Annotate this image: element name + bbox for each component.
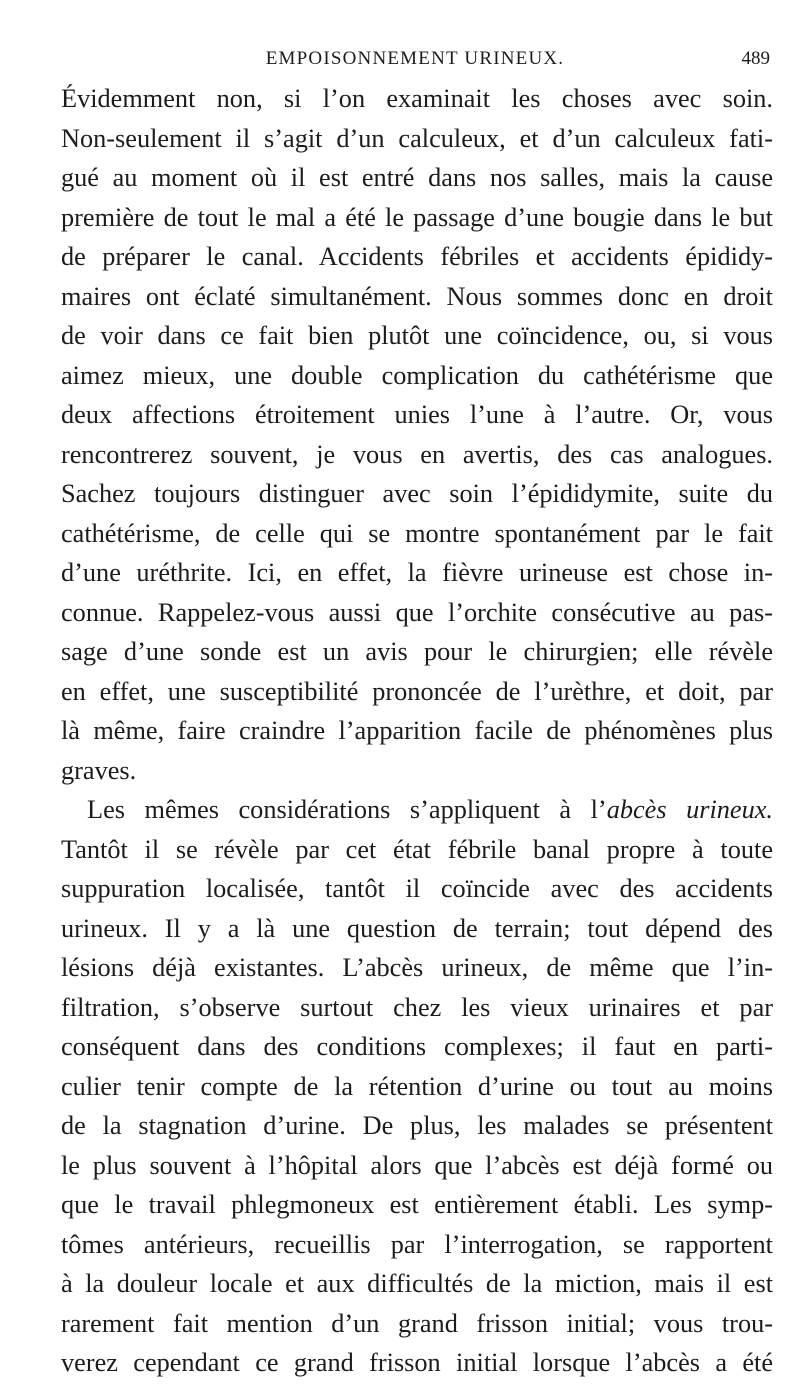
running-head bbox=[60, 48, 770, 74]
text-line: gué au moment où il est entré dans nos salles, mais la cause bbox=[61, 163, 773, 192]
text-line: première de tout le mal a été le passage d’une bougie dans le but bbox=[61, 202, 773, 232]
text-line: culier tenir compte de la rétention d’urine ou tout au moins bbox=[61, 1071, 773, 1101]
italic-term: abcès urineux. bbox=[606, 795, 773, 824]
text-line: maires ont éclaté simultanément. Nous sommes donc en droit bbox=[61, 281, 773, 311]
text-line: connue. Rappelez-vous aussi que l’orchite consécutive au pas- bbox=[61, 597, 773, 627]
text-line: conséquent dans des conditions complexes; il faut en parti- bbox=[61, 1032, 773, 1061]
text-line: tômes antérieurs, recueillis par l’interrogation, se rapportent bbox=[61, 1229, 773, 1259]
text-line: aimez mieux, une double complication du cathétérisme que bbox=[61, 360, 773, 390]
text-line: que le travail phlegmoneux est entièrement établi. Les symp- bbox=[61, 1190, 773, 1219]
text-line: cathétérisme, de celle qui se montre spontanément par le fait bbox=[61, 518, 773, 548]
text-line: lésions déjà existantes. L’abcès urineux, de même que l’in- bbox=[61, 953, 773, 982]
text-line: filtration, s’observe surtout chez les vieux urinaires et par bbox=[61, 992, 773, 1022]
text-line: de la stagnation d’urine. De plus, les malades se présentent bbox=[61, 1111, 773, 1140]
text-line: suppuration localisée, tantôt il coïncide avec des accidents bbox=[61, 874, 773, 903]
page-number: 489 bbox=[741, 48, 770, 69]
text-line: d’une uréthrite. Ici, en effet, la fièvre urineuse est chose in- bbox=[61, 558, 773, 587]
paragraph-end-line: graves. bbox=[61, 755, 137, 785]
text-line: de préparer le canal. Accidents fébriles et accidents épididy- bbox=[61, 242, 773, 271]
text-line: à la douleur locale et aux difficultés de la miction, mais il est bbox=[61, 1269, 773, 1298]
text-line: en effet, une susceptibilité prononcée de l’urèthre, et doit, par bbox=[61, 676, 773, 706]
text-line: rencontrerez souvent, je vous en avertis, des cas analogues. bbox=[61, 439, 773, 469]
text-line: verez cependant ce grand frisson initial lorsque l’abcès a été bbox=[61, 1348, 773, 1377]
text-line: le plus souvent à l’hôpital alors que l’abcès est déjà formé ou bbox=[61, 1150, 773, 1180]
text-line: rarement fait mention d’un grand frisson initial; vous trou- bbox=[61, 1308, 773, 1338]
text-line: Évidemment non, si l’on examinait les choses avec soin. bbox=[61, 84, 773, 113]
text-line: sage d’une sonde est un avis pour le chirurgien; elle révèle bbox=[61, 637, 773, 666]
text-line: Sachez toujours distinguer avec soin l’épididymite, suite du bbox=[61, 479, 773, 508]
body-text bbox=[61, 79, 773, 1383]
text-line: là même, faire craindre l’apparition facile de phénomènes plus bbox=[61, 716, 773, 745]
text-line: urineux. Il y a là une question de terrain; tout dépend des bbox=[61, 913, 773, 943]
text-line: Tantôt il se révèle par cet état fébrile banal propre à toute bbox=[61, 834, 773, 864]
text-line: Non-seulement il s’agit d’un calculeux, et d’un calculeux fati- bbox=[61, 123, 773, 153]
text-line: de voir dans ce fait bien plutôt une coïncidence, ou, si vous bbox=[61, 321, 773, 350]
running-title: EMPOISONNEMENT URINEUX. bbox=[265, 48, 565, 69]
text-line: deux affections étroitement unies l’une à l’autre. Or, vous bbox=[61, 400, 773, 429]
paragraph-first-line: Les mêmes considérations s’appliquent à l’abcès urineux. bbox=[87, 795, 773, 824]
